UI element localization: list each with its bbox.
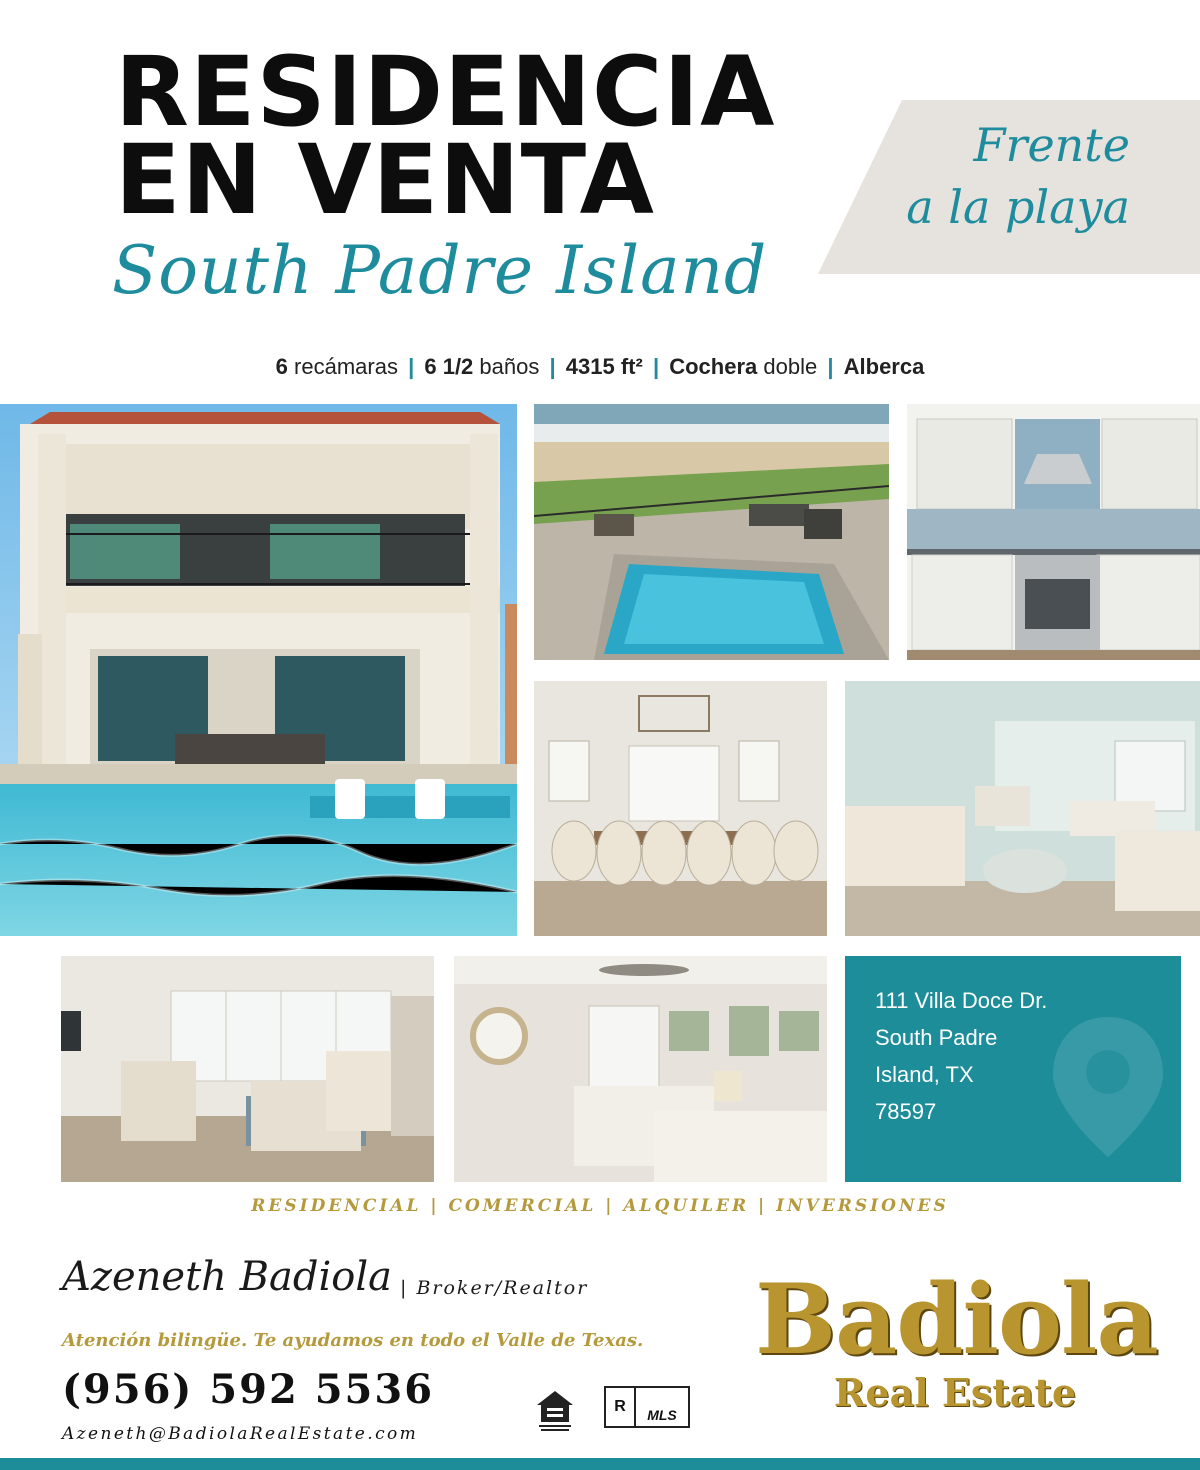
services-line: RESIDENCIAL | COMERCIAL | ALQUILER | INVERSIONES bbox=[251, 1196, 949, 1216]
family-room-photo bbox=[61, 956, 434, 1182]
address-text bbox=[875, 982, 1047, 1130]
location-script: South Padre Island bbox=[112, 232, 768, 309]
agent-phone[interactable]: (956) 592 5536 bbox=[62, 1366, 435, 1413]
feature-pool-value: Alberca bbox=[843, 354, 925, 379]
mls-logo: MLS bbox=[647, 1407, 677, 1423]
headline-line-2: EN VENTA bbox=[115, 124, 655, 236]
separator: | bbox=[827, 354, 834, 379]
map-pin-icon bbox=[1033, 1012, 1181, 1162]
features-line bbox=[0, 354, 1200, 380]
house-exterior-photo bbox=[0, 404, 517, 936]
address-zip: 78597 bbox=[875, 1099, 937, 1124]
beachfront-text bbox=[880, 114, 1130, 238]
agent-tagline: Atención bilingüe. Te ayudamos en todo el Valle de Texas. bbox=[62, 1330, 644, 1351]
living-room-photo bbox=[845, 681, 1200, 936]
feature-baths-value: 6 1/2 bbox=[424, 354, 474, 379]
dining-room-photo bbox=[534, 681, 827, 936]
separator: | bbox=[408, 354, 415, 379]
separator: | bbox=[549, 354, 556, 379]
address-box bbox=[845, 956, 1181, 1182]
feature-garage-label: doble bbox=[757, 354, 818, 379]
equal-housing-icon bbox=[533, 1388, 577, 1432]
headline-line-1: RESIDENCIA bbox=[115, 36, 776, 148]
feature-garage-value: Cochera bbox=[669, 354, 758, 379]
brand-logo-subtitle: Real Estate bbox=[833, 1370, 1077, 1415]
realtor-mls-badge bbox=[604, 1386, 690, 1428]
agent-role: | Broker/Realtor bbox=[400, 1277, 589, 1299]
beachfront-line-1: Frente bbox=[973, 118, 1130, 172]
agent-signature: Azeneth Badiola bbox=[62, 1254, 392, 1300]
beachfront-line-2: a la playa bbox=[906, 180, 1130, 234]
address-city-1: South Padre bbox=[875, 1025, 998, 1050]
bedroom-photo bbox=[454, 956, 827, 1182]
feature-bedrooms-value: 6 bbox=[275, 354, 288, 379]
address-street: 111 Villa Doce Dr. bbox=[875, 988, 1048, 1013]
feature-bedrooms-label: recámaras bbox=[287, 354, 398, 379]
brand-logo-name: Badiola bbox=[755, 1263, 1158, 1376]
bottom-bar bbox=[0, 1458, 1200, 1470]
feature-baths-label: baños bbox=[473, 354, 540, 379]
agent-email[interactable]: Azeneth@BadiolaRealEstate.com bbox=[62, 1424, 419, 1444]
realtor-icon: R bbox=[606, 1388, 636, 1426]
separator: | bbox=[652, 354, 660, 379]
pool-beach-photo bbox=[534, 404, 889, 660]
kitchen-photo bbox=[907, 404, 1200, 660]
feature-area-value: 4315 ft² bbox=[565, 354, 643, 379]
headline bbox=[115, 36, 776, 236]
address-city-2: Island, TX bbox=[875, 1062, 974, 1087]
